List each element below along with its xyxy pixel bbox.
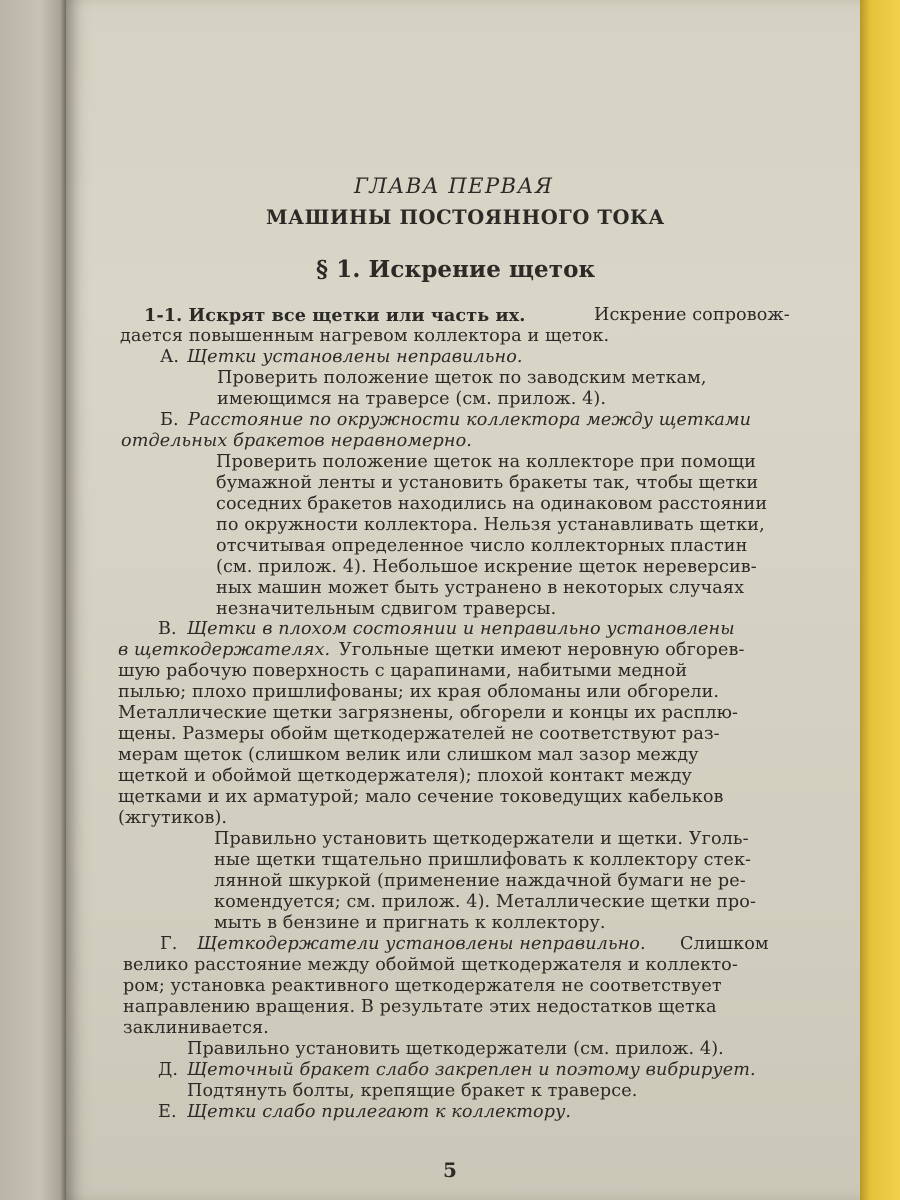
item-remedy-line: Правильно установить щеткодержатели и щетки. Уголь- [214,829,749,849]
entry-heading: 1-1. Искрят все щетки или часть их. [144,305,526,326]
section-title: § 1. Искрение щеток [316,256,596,283]
item-remedy: Подтянуть болты, крепящие бракет к траверсе. [187,1081,638,1101]
item-description-line: велико расстояние между обоймой щеткодержателя и коллекто- [123,955,738,975]
chapter-label: ГЛАВА ПЕРВАЯ [354,174,554,198]
item-description-line: щеткой и обоймой щеткодержателя); плохой контакт между [118,766,692,786]
item-description-line: (жгутиков). [118,808,228,828]
item-description-line: Слишком [680,934,769,954]
item-letter: А. [160,347,180,367]
item-remedy-line: незначительным сдвигом траверсы. [216,599,557,619]
item-cause: Щеточный бракет слабо закреплен и поэтому вибрирует. [187,1060,756,1080]
item-cause-line: Расстояние по окружности коллектора между щетками [188,410,752,430]
item-description-line: направлению вращения. В результате этих недостатков щетка [123,997,717,1017]
item-letter: Д. [158,1060,179,1080]
item-description-line: щетками и их арматурой; мало сечение токоведущих кабельков [118,787,724,807]
item-cause-line: в щеткодержателях. [118,640,331,660]
item-description-line: шую рабочую поверхность с царапинами, набитыми медной [118,661,688,681]
item-remedy-line: по окружности коллектора. Нельзя устанавливать щетки, [216,515,765,535]
item-remedy-line: (см. прилож. 4). Небольшое искрение щеток нереверсив- [216,557,757,577]
item-cause: Щетки установлены неправильно. [187,347,523,367]
item-description-line: заклинивается. [123,1018,269,1038]
adjacent-page-edge [0,0,66,1200]
item-remedy-line: комендуется; см. прилож. 4). Металлические щетки про- [214,892,757,912]
item-description-line: мерам щеток (слишком велик или слишком мал зазор между [118,745,699,765]
item-remedy-line: отсчитывая определенное число коллекторных пластин [216,536,748,556]
item-cause: Щеткодержатели установлены неправильно. [197,934,646,954]
item-remedy-line: бумажной ленты и установить бракеты так, чтобы щетки [216,473,759,493]
item-remedy-line: ные щетки тщательно пришлифовать к коллектору стек- [214,850,752,870]
item-remedy-line: ных машин может быть устранено в некоторых случаях [216,578,745,598]
item-remedy-line: имеющимся на траверсе (см. прилож. 4). [217,389,607,409]
item-description-line: Металлические щетки загрязнены, обгорели и концы их расплю- [118,703,739,723]
entry-text-line: дается повышенным нагревом коллектора и щеток. [120,326,610,346]
item-cause-line: Щетки в плохом состоянии и неправильно установлены [187,619,735,639]
chapter-title: МАШИНЫ ПОСТОЯННОГО ТОКА [266,206,665,229]
item-letter: Б. [160,410,179,430]
item-remedy-line: мыть в бензине и пригнать к коллектору. [214,913,606,933]
page-number: 5 [443,1158,458,1182]
item-cause: Щетки слабо прилегают к коллектору. [187,1102,572,1122]
item-letter: Е. [158,1102,177,1122]
item-description-line: ром; установка реактивного щеткодержателя не соответствует [123,976,722,996]
item-letter: В. [158,619,177,639]
yellow-background [860,0,900,1200]
item-remedy-line: лянной шкуркой (применение наждачной бумаги не ре- [214,871,746,891]
item-remedy-line: Проверить положение щеток на коллекторе при помощи [216,452,756,472]
item-description-line: щены. Размеры обойм щеткодержателей не соответствуют раз- [118,724,720,744]
item-remedy-line: соседних бракетов находились на одинаковом расстоянии [216,494,768,514]
item-remedy: Правильно установить щеткодержатели (см. прилож. 4). [187,1039,724,1059]
entry-text-line: Искрение сопровож- [594,305,790,325]
item-cause-line: отдельных бракетов неравномерно. [121,431,472,451]
item-description-line: пылью; плохо пришлифованы; их края обломаны или обгорели. [118,682,720,702]
item-description-line: Угольные щетки имеют неровную обгорев- [339,640,745,660]
item-remedy-line: Проверить положение щеток по заводским меткам, [217,368,707,388]
item-letter: Г. [160,934,178,954]
